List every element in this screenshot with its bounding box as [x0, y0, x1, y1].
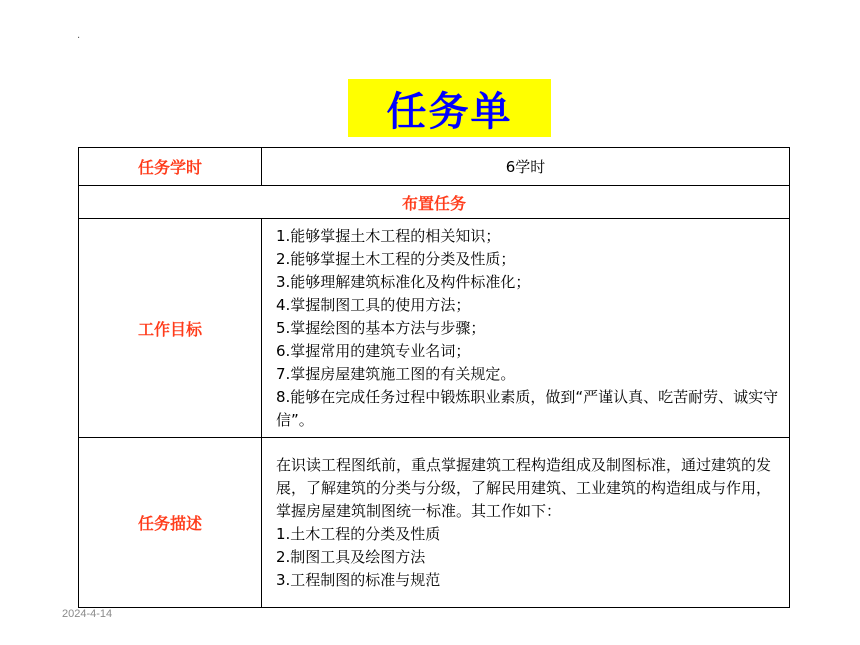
corner-dot: . [77, 30, 81, 41]
goals-list [262, 219, 790, 438]
goals-row [79, 219, 790, 438]
goal-item: 6.掌握常用的建筑专业名词； [276, 342, 471, 360]
goal-item: 2.能够掌握土木工程的分类及性质； [276, 250, 516, 268]
description-content [262, 438, 790, 608]
goal-item: 3.能够理解建筑标准化及构件标准化； [276, 273, 531, 291]
goal-item: 1.能够掌握土木工程的相关知识； [276, 227, 501, 245]
title-banner [348, 79, 551, 137]
goals-label: 工作目标 [79, 219, 262, 438]
description-item: 3.工程制图的标准与规范 [276, 570, 441, 589]
goal-item: 8.能够在完成任务过程中锻炼职业素质，做到“严谨认真、吃苦耐劳、诚实守信”。 [276, 388, 779, 429]
hours-row [79, 148, 790, 186]
goal-item: 7.掌握房屋建筑施工图的有关规定。 [276, 365, 516, 383]
description-item: 1.土木工程的分类及性质 [276, 524, 441, 543]
hours-value: 6学时 [262, 148, 790, 186]
assign-row [79, 186, 790, 219]
description-row [79, 438, 790, 608]
description-intro: 在识读工程图纸前，重点掌握建筑工程构造组成及制图标准，通过建筑的发展，了解建筑的分类与分级，了解民用建筑、工业建筑的构造组成与作用，掌握房屋建筑制图统一标准。其工作如下： [276, 455, 772, 520]
goal-item: 4.掌握制图工具的使用方法； [276, 296, 471, 314]
assign-header: 布置任务 [79, 186, 790, 219]
task-table [78, 147, 790, 608]
goal-item: 5.掌握绘图的基本方法与步骤； [276, 319, 486, 337]
hours-label: 任务学时 [79, 148, 262, 186]
page-title: 任务单 [386, 88, 513, 135]
description-label: 任务描述 [79, 438, 262, 608]
description-item: 2.制图工具及绘图方法 [276, 547, 426, 566]
footer-date: 2024-4-14 [62, 608, 113, 620]
